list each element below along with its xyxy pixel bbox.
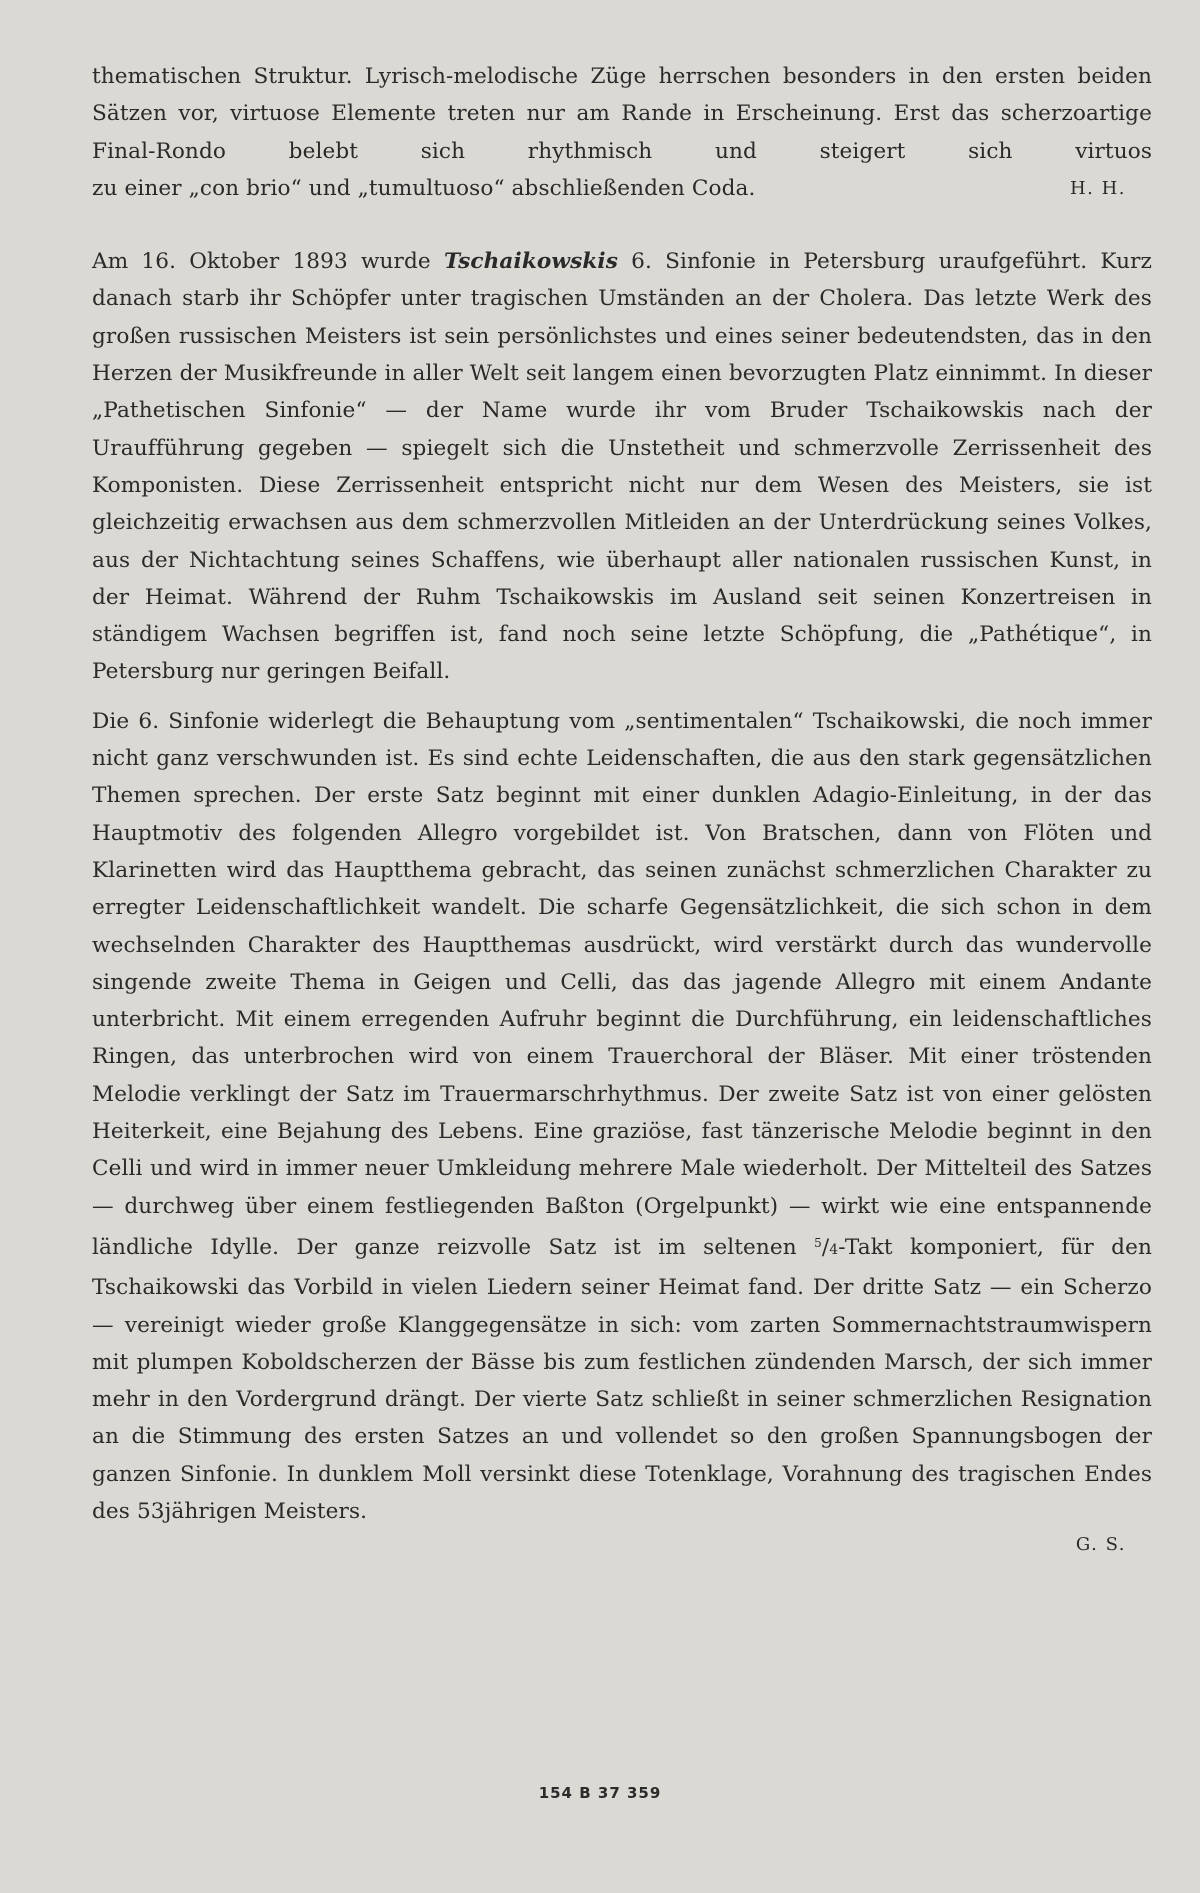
intro-line-3: das scherzoartige Final-Rondo belebt sich rhythmisch und steigert sich virtuos (92, 101, 1152, 164)
intro-last-line: zu einer „con brio“ und „tumultuoso“ abschließenden Coda. (92, 175, 756, 201)
section-spacer (92, 207, 1152, 243)
analysis-text-part-2: -Takt komponiert, für den Tschaikowski das Vorbild in vielen Liedern seiner Heimat fand. Der dritte Satz — ein Scherzo — vereinigt wieder große Klanggegensätze in sich: vom zarten Sommernachtstraumwispern mit plumpen Koboldscherzen der Bässe bis zum festlichen zündenden Marsch, der sich immer mehr in den Vordergrund drängt. Der vierte Satz schließt in seiner schmerzlichen Resignation an die Stimmung des ersten Satzes an und vollendet so den großen Spannungsbogen der ganzen Sinfonie. In dunklem Moll versinkt diese Totenklage, Vorahnung des tragischen Endes des 53jährigen Meisters. (92, 1234, 1152, 1524)
signature-hh: H. H. (1069, 177, 1126, 199)
intro-paragraph (92, 58, 1152, 170)
composer-name: Tschaikowskis (443, 249, 618, 275)
analysis-text-part-1: Die 6. Sinfonie widerlegt die Behauptung vom „sentimentalen“ Tschaikowski, die noch immer nicht ganz verschwunden ist. Es sind echte Leidenschaften, die aus den stark gegensätzlichen Themen sprechen. Der erste Satz beginnt mit einer dunklen Adagio-Einleitung, in der das Hauptmotiv des folgenden Allegro vorgebildet ist. Von Bratschen, dann von Flöten und Klarinetten wird das Hauptthema gebracht, das seinen zunächst schmerzlichen Charakter zu erregter Leidenschaftlichkeit wandelt. Die scharfe Gegensätzlichkeit, die sich schon in dem wechselnden Charakter des Hauptthemas ausdrückt, wird verstärkt durch das wundervolle singende zweite Thema in Geigen und Celli, das das jagende Allegro mit einem Andante unterbricht. Mit einem erregenden Aufruhr beginnt die Durchführung, ein leidenschaftliches Ringen, das unterbrochen wird von einem Trauerchoral der Bläser. Mit einer tröstenden Melodie verklingt der Satz im Trauermarschrhythmus. Der zweite Satz ist von einer gelösten Heiterkeit, eine Bejahung des Lebens. Eine graziöse, fast tänzerische Melodie beginnt in den Celli und wird in immer neuer Umkleidung mehrere Male wiederholt. Der Mittelteil des Satzes — durchweg über einem festliegenden Baßton (Orgelpunkt) — wirkt wie eine entspannende ländliche Idylle. Der ganze reizvolle Satz ist im seltenen (92, 708, 1152, 1260)
symphony-analysis-paragraph: Die 6. Sinfonie widerlegt die Behauptung vom „sentimentalen“ Tschaikowski, die noch immer nicht ganz verschwunden ist. Es sind echte Leidenschaften, die aus den stark gegensätzlichen Themen sprechen. Der erste Satz beginnt mit einer dunklen Adagio-Einleitung, in der das Hauptmotiv des folgenden Allegro vorgebildet ist. Von Bratschen, dann von Flöten und Klarinetten wird das Hauptthema gebracht, das seinen zunächst schmerzlichen Charakter zu erregter Leidenschaftlichkeit wandelt. Die scharfe Gegensätzlichkeit, die sich schon in dem wechselnden Charakter des Hauptthemas ausdrückt, wird verstärkt durch das wundervolle singende zweite Thema in Geigen und Celli, das das jagende Allegro mit einem Andante unterbricht. Mit einem erregenden Aufruhr beginnt die Durchführung, ein leidenschaftliches Ringen, das unterbrochen wird von einem Trauerchoral der Bläser. Mit einer tröstenden Melodie verklingt der Satz im Trauermarschrhythmus. Der zweite Satz ist von einer gelösten Heiterkeit, eine Bejahung des Lebens. Eine graziöse, fast tänzerische Melodie beginnt in den Celli und wird in immer neuer Umkleidung mehrere Male wiederholt. Der Mittelteil des Satzes — durchweg über einem festliegenden Baßton (Orgelpunkt) — wirkt wie eine entspannende ländliche Idylle. Der ganze reizvolle Satz ist im seltenen $^5$/4-Takt komponiert, für den Tschaikowski das Vorbild in vielen Liedern seiner Heimat fand. Der dritte Satz — ein Scherzo — vereinigt wieder große Klanggegensätze in sich: vom zarten Sommernachtstraumwispern mit plumpen Koboldscherzen der Bässe bis zum festlichen zündenden Marsch, der sich immer mehr in den Vordergrund drängt. Der vierte Satz schließt in seiner schmerzlichen Resignation an die Stimmung des ersten Satzes an und vollendet so den großen Spannungsbogen der ganzen Sinfonie. In dunklem Moll versinkt diese Totenklage, Vorahnung des tragischen Endes des 53jährigen Meisters. (92, 708, 1152, 1524)
catalog-number: 154 B 37 359 (538, 1784, 662, 1802)
time-signature-denominator: 4 (829, 1241, 839, 1258)
intro-lead-text: Am 16. Oktober 1893 wurde (92, 249, 444, 275)
intro-body-text: 6. Sinfonie in Petersburg uraufgeführt. Kurz danach starb ihr Schöpfer unter tragischen Umständen an der Cholera. Das letzte Werk des großen russischen Meisters ist sein persönlichstes und eines seiner bedeutendsten, das in den Herzen der Musikfreunde in aller Welt seit langem einen bevorzugten Platz einnimmt. In dieser „Pathetischen Sinfonie“ — der Name wurde ihr vom Bruder Tschaikowskis nach der Uraufführung gegeben — spiegelt sich die Unstetheit und schmerzvolle Zerrissenheit des Komponisten. Diese Zerrissenheit entspricht nicht nur dem Wesen des Meisters, sie ist gleichzeitig erwachsen aus dem schmerzvollen Mitleiden an der Unterdrückung seines Volkes, aus der Nichtachtung seines Schaffens, wie überhaupt aller nationalen russischen Kunst, in der Heimat. Während der Ruhm Tschaikowskis im Ausland seit seinen Konzertreisen in ständigem Wachsen begriffen ist, fand noch seine letzte Schöpfung, die „Pathétique“, in Petersburg nur geringen Beifall. (92, 249, 1152, 685)
signature-gs: G. S. (1075, 1534, 1126, 1556)
intro-line-1: thematischen Struktur. Lyrisch-melodische Züge herrschen besonders in den ersten (92, 64, 1066, 89)
intro-line-2: beiden Sätzen vor, virtuose Elemente treten nur am Rande in Erscheinung. Erst (92, 64, 1153, 127)
time-signature-numerator: 5 (814, 1235, 822, 1250)
tschaikowski-intro-paragraph (92, 243, 1152, 691)
paragraph-spacer (92, 691, 1152, 703)
intro-last-line-row (92, 170, 1152, 207)
